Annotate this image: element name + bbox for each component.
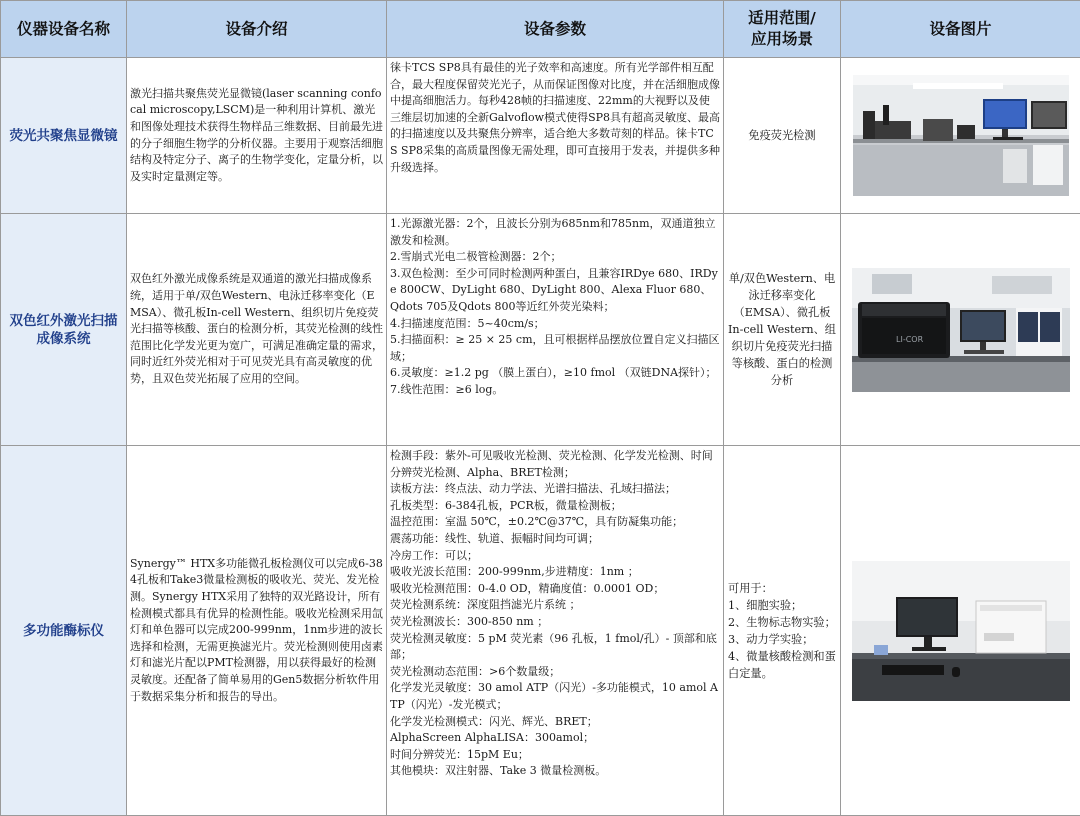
application-scope	[724, 214, 841, 446]
header-equipment-intro: 设备介绍	[127, 1, 387, 58]
param-line: 3.双色检测：至少可同时检测两种蛋白，且兼容IRDye 680、IRDye 800CW、DyLight 680、DyLight 800、Alexa Fluor 680、Qdots 705及Qdots 800等近红外荧光染料；	[390, 266, 720, 316]
param-line: 荧光检测灵敏度：5 pM 荧光素（96 孔板，1 fmol/孔）- 顶部和底部；	[390, 631, 720, 664]
confocal-microscope-image	[853, 75, 1069, 196]
confocal-microscope-photo	[853, 75, 1069, 196]
header-equipment-params: 设备参数	[387, 1, 724, 58]
param-line: 吸收光检测范围：0-4.0 OD，精确度值：0.0001 OD；	[390, 581, 720, 598]
equipment-photo-cell	[841, 58, 1080, 214]
equipment-params	[387, 58, 724, 214]
equipment-photo-cell	[841, 214, 1080, 446]
microplate-reader-photo	[852, 561, 1070, 701]
param-line: 化学发光灵敏度：30 amol ATP（闪光）-多功能模式，10 amol ATP（闪光）-发光模式；	[390, 680, 720, 713]
equipment-name: 荧光共聚焦显微镜	[1, 58, 127, 214]
table-row	[1, 58, 1080, 214]
param-line: 1.光源激光器：2个，且波长分别为685nm和785nm，双通道独立激发和检测。	[390, 216, 720, 249]
param-line: 震荡功能：线性、轨道、振幅时间均可调；	[390, 531, 720, 548]
application-scope	[724, 58, 841, 214]
scope-line: 单/双色Western、电泳迁移率变化（EMSA）、微孔板In-cell Western、组织切片免疫荧光扫描等核酸、蛋白的检测分析	[728, 270, 836, 389]
param-line: 冷房工作：可以；	[390, 548, 720, 565]
header-equipment-name: 仪器设备名称	[1, 1, 127, 58]
equipment-intro: Synergy™ HTX多功能微孔板检测仪可以完成6-384孔板和Take3微量检测板的吸收光、荧光、发光检测。Synergy HTX采用了独特的双光路设计，所有检测模式都具有优异的检测性能。吸收光检测采用氙灯和单色器可以完成200-999nm，1nm步进的波长选择和检测，无需更换滤光片。荧光检测则使用卤素灯和滤光片配以PMT检测器，用以获得最好的检测灵敏度。还配备了简单易用的Gen5数据分析软件用于数据采集分析和报告的导出。	[127, 446, 387, 816]
param-line: 读板方法：终点法、动力学法、光谱扫描法、孔域扫描法；	[390, 481, 720, 498]
param-line: 检测手段：紫外-可见吸收光检测、荧光检测、化学发光检测、时间分辨荧光检测、Alpha、BRET检测；	[390, 448, 720, 481]
infrared-imaging-system-photo	[852, 268, 1070, 392]
param-line: 化学发光检测模式：闪光、辉光、BRET；	[390, 714, 720, 731]
param-line: AlphaScreen AlphaLISA：300amol；	[390, 730, 720, 747]
header-equipment-photo: 设备图片	[841, 1, 1080, 58]
li-cor-logo: LI-COR	[896, 335, 924, 344]
equipment-params	[387, 446, 724, 816]
scope-line: 免疫荧光检测	[728, 127, 836, 144]
table-row	[1, 446, 1080, 816]
microplate-reader-image	[852, 561, 1070, 701]
equipment-intro: 激光扫描共聚焦荧光显微镜(laser scanning confocal microscopy,LSCM)是一种利用计算机、激光和图像处理技术获得生物样品三维数据、目前最先进的分子细胞生物学的分析仪器。主要用于观察活细胞结构及特定分子、离子的生物学变化，定量分析，以及实时定量测定等。	[127, 58, 387, 214]
param-line: 荧光检测系统：深度阻挡滤光片系统 ；	[390, 597, 720, 614]
scope-line: 4、微量核酸检测和蛋白定量。	[728, 648, 836, 682]
scope-line: 2、生物标志物实验；	[728, 614, 836, 631]
infrared-imaging-system-image	[852, 268, 1070, 392]
param-line: 其他模块：双注射器、Take 3 微量检测板。	[390, 763, 720, 780]
header-application-scope: 适用范围/ 应用场景	[724, 1, 841, 58]
param-line: 7.线性范围：≥6 log。	[390, 382, 720, 399]
param-line: 时间分辨荧光：15pM Eu；	[390, 747, 720, 764]
equipment-name: 多功能酶标仪	[1, 446, 127, 816]
scope-line: 可用于：	[728, 580, 836, 597]
scope-line: 1、细胞实验；	[728, 597, 836, 614]
equipment-params	[387, 214, 724, 446]
param-line: 6.灵敏度：≥1.2 pg （膜上蛋白），≥10 fmol （双链DNA探针）；	[390, 365, 720, 382]
param-line: 温控范围：室温 50℃，±0.2℃@37℃，具有防凝集功能；	[390, 514, 720, 531]
equipment-photo-cell	[841, 446, 1080, 816]
param-line: 孔板类型：6-384孔板，PCR板，微量检测板；	[390, 498, 720, 515]
param-line: 5.扫描面积：≥ 25 × 25 cm，且可根据样品摆放位置自定义扫描区域；	[390, 332, 720, 365]
application-scope	[724, 446, 841, 816]
table-row	[1, 214, 1080, 446]
param-line: 4.扫描速度范围：5~40cm/s；	[390, 316, 720, 333]
param-line: 荧光检测动态范围：>6个数量级；	[390, 664, 720, 681]
param-line: 吸收光波长范围：200-999nm,步进精度：1nm ；	[390, 564, 720, 581]
param-line: 徕卡TCS SP8具有最佳的光子效率和高速度。所有光学部件相互配合，最大程度保留荧光光子，从而保证图像对比度，并在活细胞成像中提高细胞活力。每秒428帧的扫描速度、22mm的大视野以及使三维层切加速的全新Galvoflow模式使得SP8具有超高灵敏度、最高的扫描速度以及共聚焦分辨率，适合绝大多数苛刻的样品。徕卡TCS SP8采集的高质量图像无需处理，即可直接用于发表，并提供多种升级选择。	[390, 60, 720, 176]
param-line: 2.雪崩式光电二极管检测器：2个；	[390, 249, 720, 266]
param-line: 荧光检测波长：300-850 nm ；	[390, 614, 720, 631]
equipment-intro: 双色红外激光成像系统是双通道的激光扫描成像系统，适用于单/双色Western、电泳迁移率变化（EMSA）、微孔板In-cell Western、组织切片免疫荧光扫描等核酸、蛋白的检测分析，其荧光检测的线性范围比化学发光更为宽广，可满足准确定量的需求，同时近红外荧光相对于可见荧光具有高灵敏度的优势，且双色荧光拓展了应用的空间。	[127, 214, 387, 446]
equipment-name: 双色红外激光扫描成像系统	[1, 214, 127, 446]
scope-line: 3、动力学实验；	[728, 631, 836, 648]
